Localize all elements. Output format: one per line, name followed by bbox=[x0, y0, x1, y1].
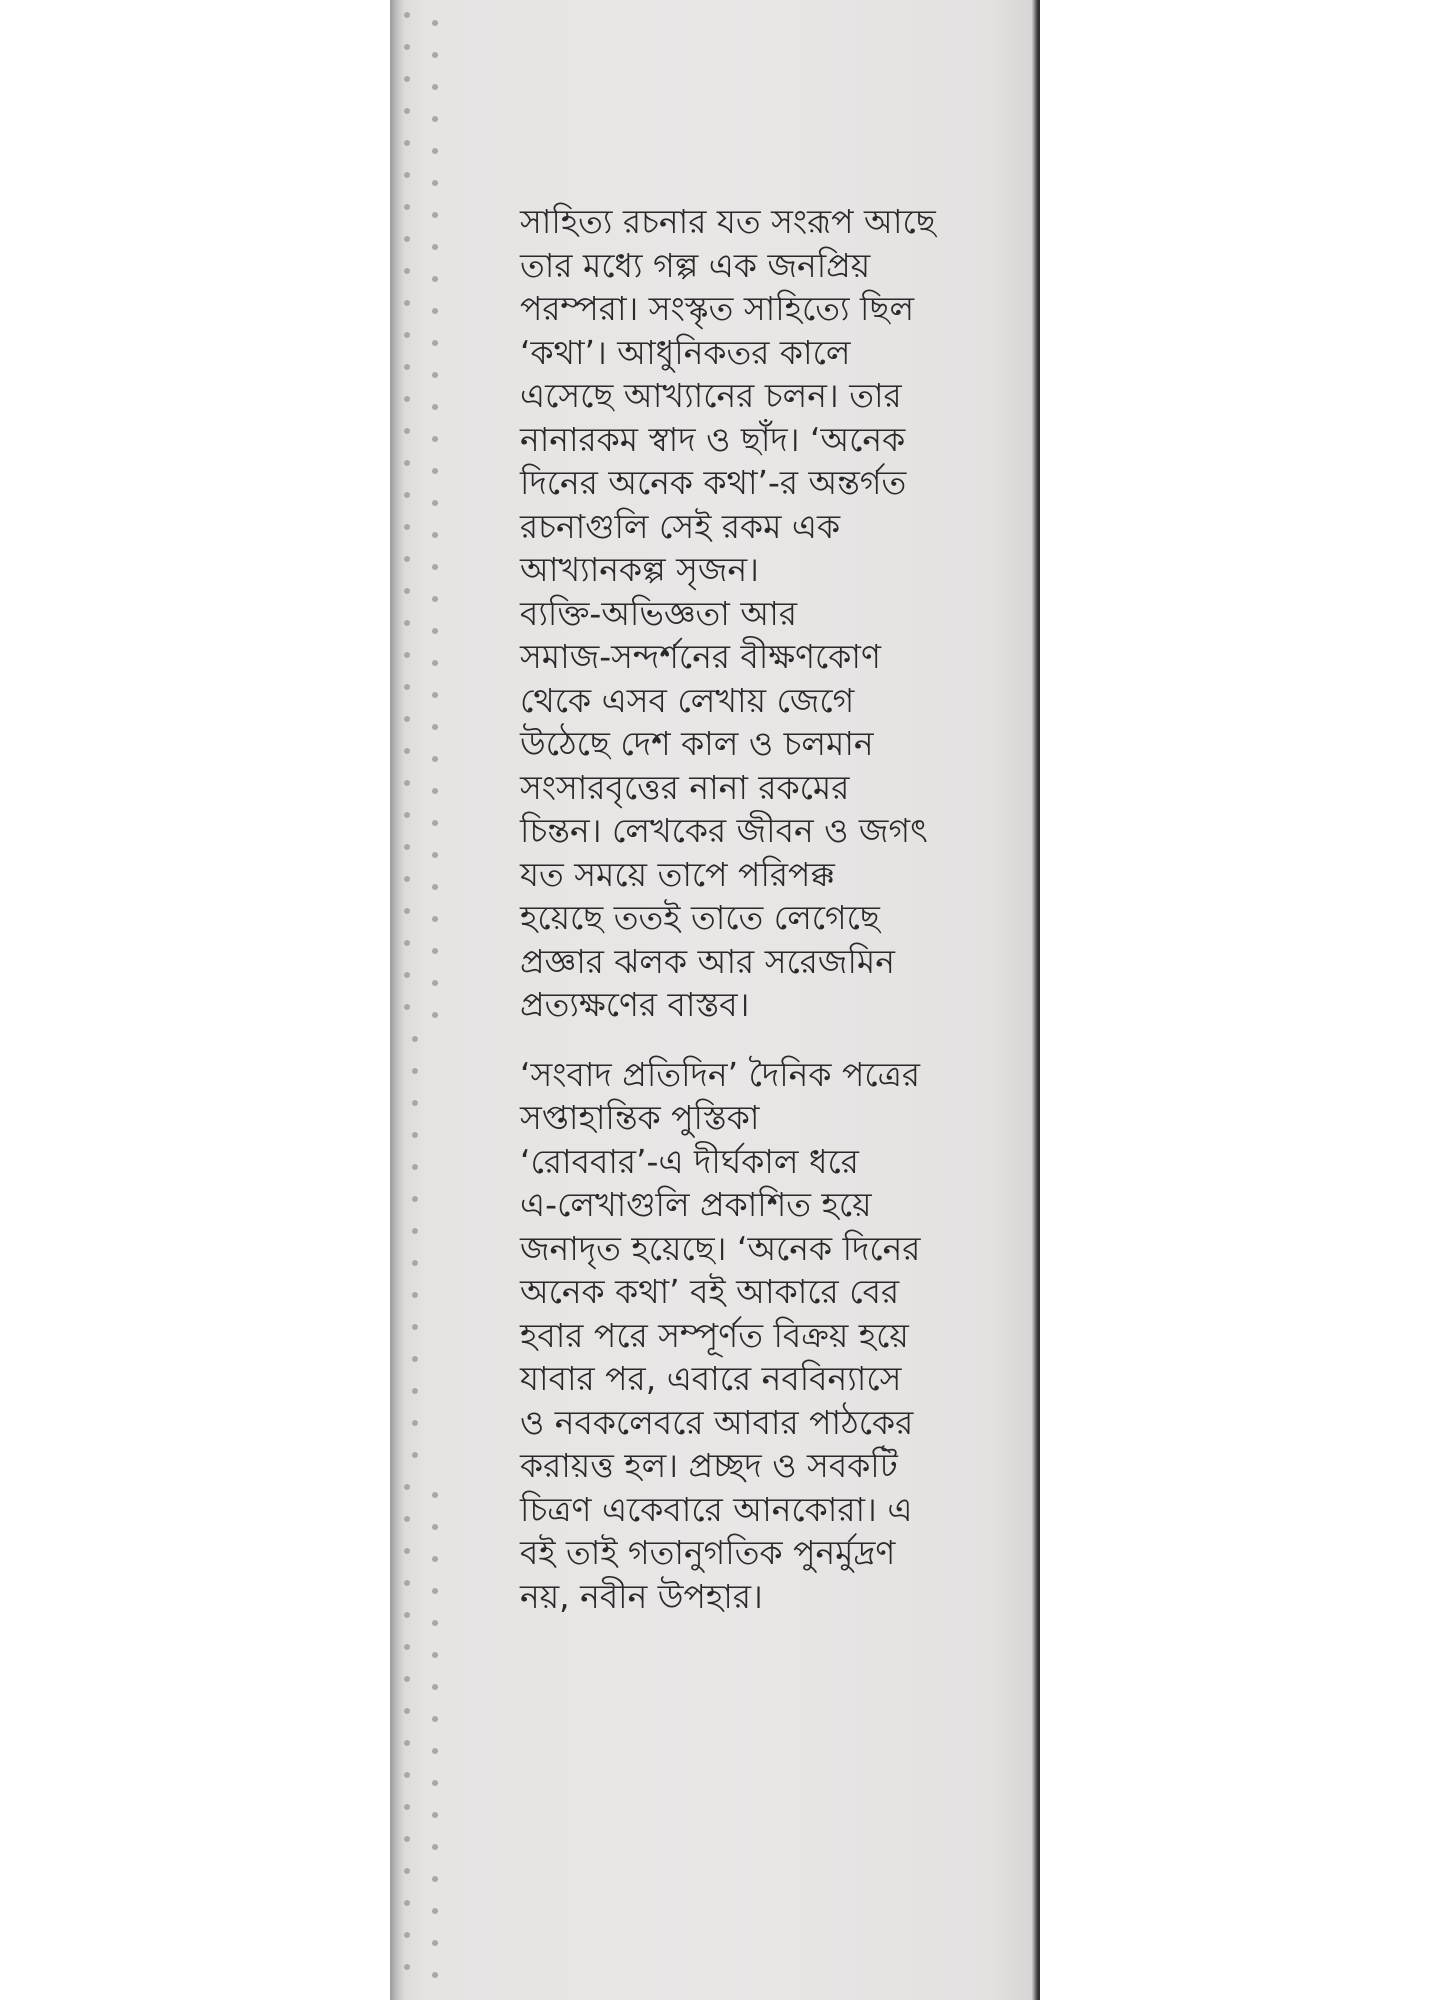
perforation-dot bbox=[432, 1908, 438, 1914]
perforation-dot bbox=[432, 820, 438, 826]
blurb-line: যাবার পর, এবারে নববিন্যাসে bbox=[520, 1359, 902, 1398]
blurb-line: ও নবকলেবরে আবার পাঠকের bbox=[520, 1402, 914, 1442]
perforation-dot bbox=[432, 180, 438, 186]
perforation-dot bbox=[412, 1356, 418, 1362]
blurb-line: নানারকম স্বাদ ও ছাঁদ। ‘অনেক bbox=[520, 419, 906, 459]
perforation-dot bbox=[404, 1900, 410, 1906]
flap-blurb-text bbox=[520, 200, 1020, 1618]
perforation-dot bbox=[432, 724, 438, 730]
perforation-dot bbox=[412, 1100, 418, 1106]
blurb-line: রচনাগুলি সেই রকম এক bbox=[520, 506, 841, 546]
perforation-dot bbox=[432, 1780, 438, 1786]
blurb-line: তার মধ্যে গল্প এক জনপ্রিয় bbox=[520, 245, 871, 285]
perforation-dot bbox=[432, 1940, 438, 1946]
perforation-dot bbox=[432, 52, 438, 58]
perforation-dot bbox=[404, 876, 410, 882]
perforation-dot bbox=[412, 1388, 418, 1394]
perforation-dot bbox=[404, 364, 410, 370]
perforation-dot bbox=[412, 1228, 418, 1234]
perforation-dot bbox=[404, 1964, 410, 1970]
perforation-dot bbox=[404, 12, 410, 18]
blurb-line: ‘কথা’। আধুনিকতর কালে bbox=[520, 332, 851, 372]
perforation-dot bbox=[432, 276, 438, 282]
perforation-dot bbox=[432, 916, 438, 922]
perforation-dot bbox=[432, 404, 438, 410]
perforation-dot bbox=[404, 1580, 410, 1586]
perforation-dot bbox=[404, 620, 410, 626]
perforation-dot bbox=[404, 44, 410, 50]
perforation-dot bbox=[404, 716, 410, 722]
perforation-dot bbox=[432, 532, 438, 538]
perforation-dot bbox=[404, 108, 410, 114]
perforation-dot bbox=[412, 1036, 418, 1042]
perforation-dot bbox=[404, 1740, 410, 1746]
perforation-dot bbox=[404, 556, 410, 562]
perforation-dot bbox=[432, 1652, 438, 1658]
perforation-dot bbox=[432, 1748, 438, 1754]
perforation-dot bbox=[432, 596, 438, 602]
perforation-dot bbox=[404, 1868, 410, 1874]
perforation-dot bbox=[404, 908, 410, 914]
blurb-line: নয়, নবীন উপহার। bbox=[520, 1576, 763, 1616]
perforation-dot bbox=[404, 428, 410, 434]
perforation-dot bbox=[432, 372, 438, 378]
blurb-line: সমাজ-সন্দর্শনের বীক্ষণকোণ bbox=[520, 637, 881, 676]
perforation-dot bbox=[432, 148, 438, 154]
perforation-dot bbox=[432, 884, 438, 890]
perforation-dot bbox=[432, 1620, 438, 1626]
perforation-dot bbox=[432, 84, 438, 90]
perforation-dot bbox=[404, 1676, 410, 1682]
perforation-dot bbox=[404, 140, 410, 146]
perforation-dot bbox=[432, 1844, 438, 1850]
perforation-dot bbox=[432, 244, 438, 250]
perforation-dot bbox=[412, 1452, 418, 1458]
perforation-dot bbox=[404, 1004, 410, 1010]
blurb-paragraph-1 bbox=[520, 200, 1020, 1027]
perforation-dot bbox=[412, 1196, 418, 1202]
blurb-line: ব্যক্তি-অভিজ্ঞতা আর bbox=[520, 593, 798, 633]
perforation-dot bbox=[432, 116, 438, 122]
perforation-dot bbox=[404, 588, 410, 594]
perforation-dot bbox=[432, 340, 438, 346]
perforation-dot bbox=[404, 1644, 410, 1650]
blurb-line: সপ্তাহান্তিক পুস্তিকা bbox=[520, 1098, 760, 1137]
blurb-line: প্রজ্ঞার ঝলক আর সরেজমিন bbox=[520, 941, 895, 981]
perforation-dot bbox=[404, 940, 410, 946]
blurb-line: এসেছে আখ্যানের চলন। তার bbox=[520, 376, 902, 415]
perforation-dot bbox=[432, 212, 438, 218]
perforation-dot bbox=[432, 1684, 438, 1690]
perforation-dot bbox=[404, 76, 410, 82]
perforation-dot bbox=[432, 1972, 438, 1978]
perforation-dot bbox=[404, 1932, 410, 1938]
perforation-dot bbox=[432, 1492, 438, 1498]
perforation-dot bbox=[404, 396, 410, 402]
perforation-dot bbox=[404, 492, 410, 498]
perforation-dot bbox=[404, 684, 410, 690]
blurb-line: চিন্তন। লেখকের জীবন ও জগৎ bbox=[520, 811, 928, 850]
blurb-paragraph-2 bbox=[520, 1053, 1020, 1619]
blurb-line: চিত্রণ একেবারে আনকোরা। এ bbox=[520, 1489, 913, 1529]
blurb-line: যত সময়ে তাপে পরিপক্ক bbox=[520, 854, 835, 894]
perforation-dot bbox=[404, 268, 410, 274]
perforation-dot bbox=[404, 332, 410, 338]
perforation-dot bbox=[404, 972, 410, 978]
blurb-line: জনাদৃত হয়েছে। ‘অনেক দিনের bbox=[520, 1228, 921, 1268]
perforation-dot bbox=[432, 20, 438, 26]
perforation-dot bbox=[432, 1588, 438, 1594]
perforation-dot bbox=[432, 852, 438, 858]
perforation-dot bbox=[404, 812, 410, 818]
blurb-line: সাহিত্য রচনার যত সংরূপ আছে bbox=[520, 202, 936, 241]
perforation-dot bbox=[432, 1876, 438, 1882]
perforation-dot bbox=[404, 204, 410, 210]
perforation-dot bbox=[432, 980, 438, 986]
perforation-dot bbox=[404, 1772, 410, 1778]
perforation-dot bbox=[432, 1556, 438, 1562]
perforation-dot bbox=[404, 236, 410, 242]
perforation-dot bbox=[404, 1836, 410, 1842]
perforation-dots bbox=[396, 0, 456, 2000]
perforation-dot bbox=[432, 692, 438, 698]
perforation-dot bbox=[412, 1260, 418, 1266]
perforation-dot bbox=[432, 1716, 438, 1722]
blurb-line: সংসারবৃত্তের নানা রকমের bbox=[520, 767, 850, 807]
blurb-line: ‘রোববার’-এ দীর্ঘকাল ধরে bbox=[520, 1141, 859, 1181]
perforation-dot bbox=[432, 564, 438, 570]
perforation-dot bbox=[404, 780, 410, 786]
blurb-line: করায়ত্ত হল। প্রচ্ছদ ও সবকটি bbox=[520, 1446, 898, 1485]
perforation-dot bbox=[432, 468, 438, 474]
perforation-dot bbox=[404, 844, 410, 850]
perforation-dot bbox=[404, 300, 410, 306]
perforation-dot bbox=[432, 628, 438, 634]
perforation-dot bbox=[432, 948, 438, 954]
perforation-dot bbox=[404, 1708, 410, 1714]
perforation-dot bbox=[412, 1292, 418, 1298]
perforation-dot bbox=[412, 1164, 418, 1170]
blurb-line: অনেক কথা’ বই আকারে বের bbox=[520, 1272, 900, 1311]
perforation-dot bbox=[432, 500, 438, 506]
perforation-dot bbox=[412, 1132, 418, 1138]
perforation-dot bbox=[404, 652, 410, 658]
perforation-dot bbox=[432, 308, 438, 314]
blurb-line: প্রত্যক্ষণের বাস্তব। bbox=[520, 985, 750, 1024]
perforation-dot bbox=[432, 756, 438, 762]
perforation-dot bbox=[404, 1548, 410, 1554]
perforation-dot bbox=[432, 1524, 438, 1530]
perforation-dot bbox=[404, 1804, 410, 1810]
perforation-dot bbox=[412, 1420, 418, 1426]
flap-right-edge bbox=[1032, 0, 1040, 2000]
perforation-dot bbox=[404, 1516, 410, 1522]
perforation-dot bbox=[432, 788, 438, 794]
perforation-dot bbox=[404, 1484, 410, 1490]
blurb-line: ‘সংবাদ প্রতিদিন’ দৈনিক পত্রের bbox=[520, 1054, 921, 1094]
perforation-dot bbox=[432, 660, 438, 666]
blurb-line: উঠেছে দেশ কাল ও চলমান bbox=[520, 724, 874, 763]
perforation-dot bbox=[404, 1612, 410, 1618]
perforation-dot bbox=[404, 460, 410, 466]
perforation-dot bbox=[432, 436, 438, 442]
blurb-line: হবার পরে সম্পূর্ণত বিক্রয় হয়ে bbox=[520, 1315, 909, 1355]
blurb-line: থেকে এসব লেখায় জেগে bbox=[520, 680, 855, 720]
blurb-line: বই তাই গতানুগতিক পুনর্মুদ্রণ bbox=[520, 1533, 896, 1572]
perforation-dot bbox=[412, 1068, 418, 1074]
perforation-dot bbox=[404, 524, 410, 530]
perforation-dot bbox=[404, 172, 410, 178]
perforation-dot bbox=[432, 1812, 438, 1818]
blurb-line: আখ্যানকল্প সৃজন। bbox=[520, 550, 759, 589]
perforation-dot bbox=[412, 1324, 418, 1330]
blurb-line: পরম্পরা। সংস্কৃত সাহিত্যে ছিল bbox=[520, 289, 915, 328]
blurb-line: এ-লেখাগুলি প্রকাশিত হয়ে bbox=[520, 1185, 872, 1224]
perforation-dot bbox=[404, 748, 410, 754]
perforation-dot bbox=[432, 1012, 438, 1018]
blurb-line: হয়েছে ততই তাতে লেগেছে bbox=[520, 898, 880, 937]
blurb-line: দিনের অনেক কথা’-র অন্তর্গত bbox=[520, 463, 907, 502]
